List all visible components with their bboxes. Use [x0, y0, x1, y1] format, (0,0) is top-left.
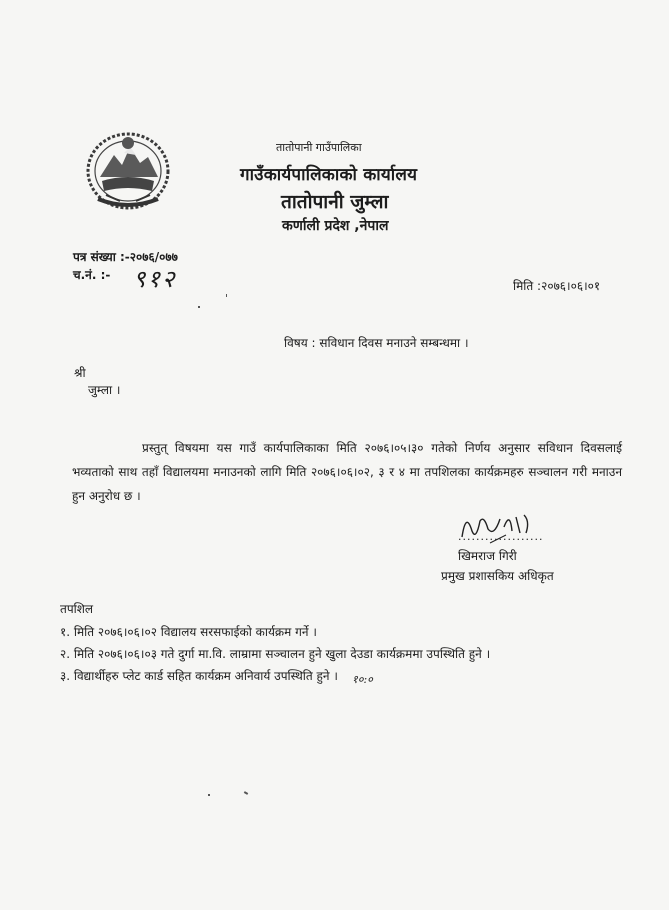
signature-line: ................... [458, 530, 544, 543]
list-item: १. मिति २०७६।०६।०२ विद्यालय सरसफाईको कार्यक्रम गर्ने । [60, 625, 317, 639]
recipient-place: जुम्ला । [88, 383, 121, 397]
signatory-title: प्रमुख प्रशासकिय अधिकृत [441, 569, 554, 583]
body-paragraph: प्रस्तुत् विषयमा यस गाउँ कार्यपालिकाका मिति २०७६।०५।३० गतेको निर्णय अनुसार सविधान दिवसलाई भव्यताको साथ तहाँ विद्यालयमा मनाउनको लागि मिति २०७६।०६।०२, ३ र ४ मा तपशिलका कार्यक्रमहरु सञ्चालन गरी मनाउन हुन अनुरोध छ । [72, 441, 622, 503]
scan-speck [226, 294, 227, 297]
scan-speck [198, 306, 200, 308]
scan-speck [208, 794, 210, 796]
province-name: कर्णाली प्रदेश ,नेपाल [282, 218, 389, 234]
subject-line: विषय : सविधान दिवस मनाउने सम्बन्धमा । [284, 336, 469, 350]
sub-office-name: तातोपानी गाउँपालिका [276, 141, 362, 154]
nepal-emblem-icon [80, 125, 176, 215]
place-name: तातोपानी जुम्ला [281, 191, 389, 213]
signatory-name: खिमराज गिरी [458, 549, 517, 563]
schedule-heading: तपशिल [60, 602, 94, 616]
letter-number: पत्र संख्या :-२०७६/०७७ [73, 250, 178, 264]
scan-speck [244, 791, 248, 795]
recipient-prefix: श्री [74, 366, 86, 380]
schedule-list [60, 621, 620, 687]
office-name: गाउँकार्यपालिकाको कार्यालय [240, 165, 418, 185]
dispatch-number-label: च.नं. :- [73, 268, 111, 282]
list-item: २. मिति २०७६।०६।०३ गते दुर्गा मा.वि. लाम्रामा सञ्चालन हुने खुला देउडा कार्यक्रममा उपस्थिति हुने । [60, 647, 491, 661]
list-item: ३. विद्यार्थीहरु प्लेट कार्ड सहित कार्यक्रम अनिवार्य उपस्थिति हुने । [60, 669, 338, 683]
handwritten-note: १०:० [352, 673, 373, 686]
dispatch-number-handwritten: ९१२ [133, 265, 177, 293]
letter-date: मिति :२०७६।०६।०१ [513, 279, 601, 293]
